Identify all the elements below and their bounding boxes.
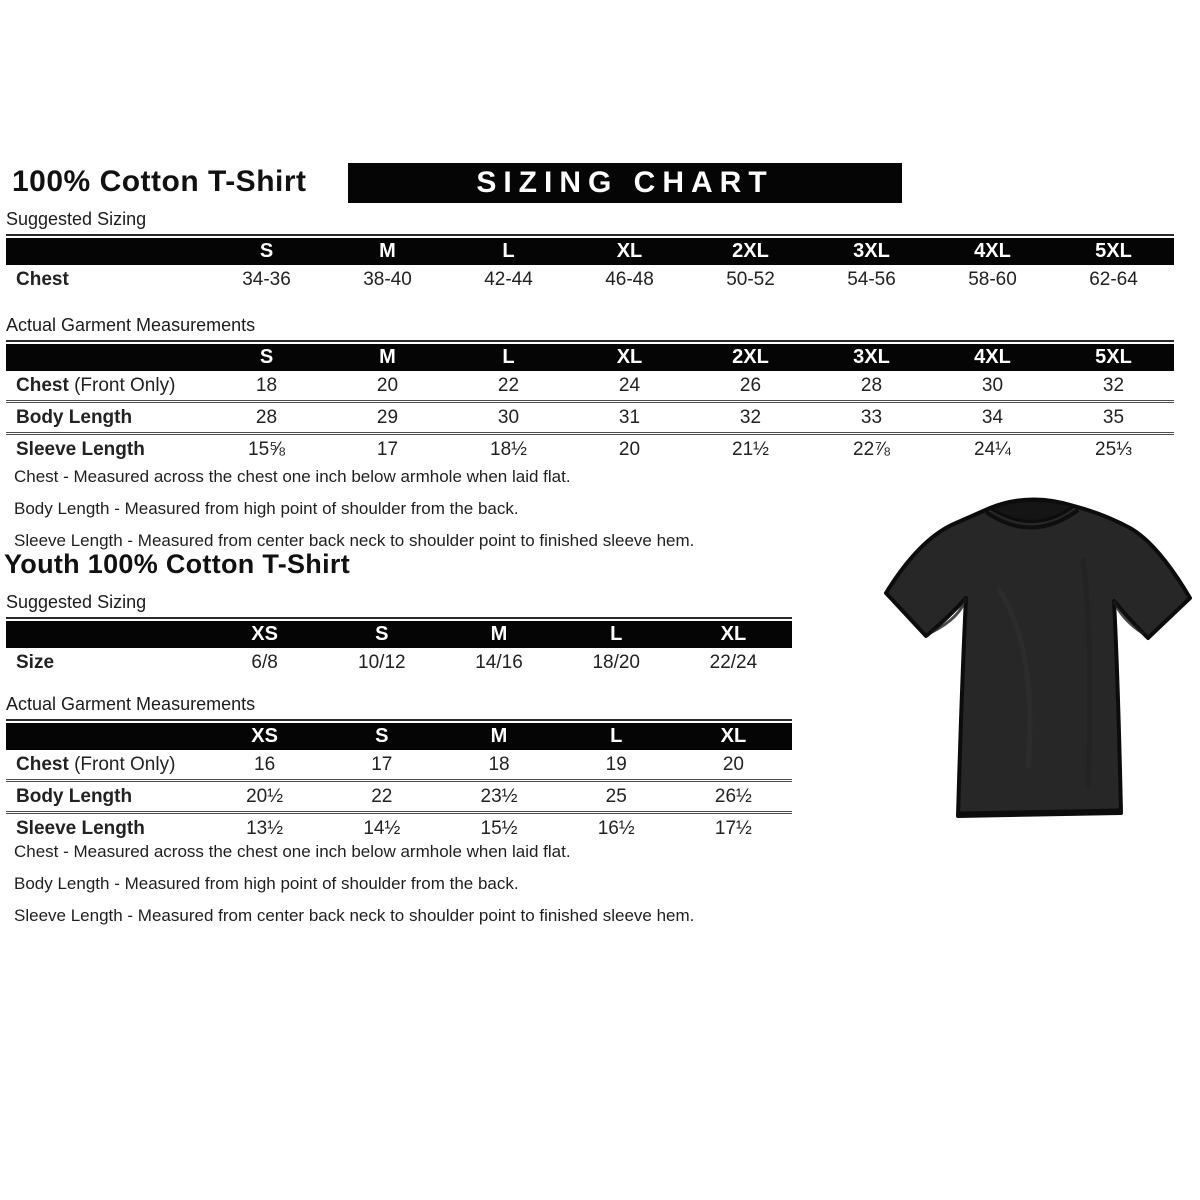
column-header: 4XL: [974, 346, 1011, 368]
youth-suggested-heading: Suggested Sizing: [6, 592, 792, 619]
cell-value: 25: [605, 785, 627, 807]
cell-value: 10/12: [358, 651, 406, 673]
cell-value: 20½: [246, 785, 284, 807]
row-label-suffix: (Front Only): [68, 753, 176, 775]
column-header: 3XL: [853, 240, 890, 262]
row-label: Sleeve Length: [16, 817, 145, 839]
column-header: 5XL: [1095, 346, 1132, 368]
column-header: 5XL: [1095, 240, 1132, 262]
row-label: Chest (Front Only): [16, 753, 176, 775]
table-row: [6, 432, 1174, 464]
table-row: [6, 779, 792, 811]
row-label: Sleeve Length: [16, 438, 145, 460]
youth-suggested-section: [6, 592, 792, 677]
note-sleeve-length: Sleeve Length - Measured from center back neck to shoulder point to finished sleeve hem.: [14, 906, 695, 925]
cell-value: 30: [497, 406, 520, 428]
cell-value: 17: [376, 438, 399, 460]
cell-value: 20: [618, 438, 641, 460]
cell-value: 23½: [480, 785, 518, 807]
cell-value: 50-52: [726, 268, 775, 290]
cell-value: 54-56: [847, 268, 896, 290]
page-title: 100% Cotton T-Shirt: [12, 165, 307, 198]
row-label: Body Length: [16, 785, 133, 807]
cell-value: 20: [722, 753, 744, 775]
table-row: [6, 648, 792, 677]
cell-value: 26½: [714, 785, 752, 807]
table-row: [6, 811, 792, 843]
black-tshirt-image: [878, 468, 1200, 836]
cell-value: 26: [739, 374, 762, 396]
cell-value: 18½: [490, 438, 527, 460]
youth-measurement-notes: [14, 841, 874, 937]
note-body-length: Body Length - Measured from high point of shoulder from the back.: [14, 874, 519, 893]
row-label: Body Length: [16, 406, 133, 428]
cell-value: 22/24: [709, 651, 758, 673]
table-header-row: [6, 621, 792, 648]
cell-value: 20: [376, 374, 399, 396]
cell-value: 31: [618, 406, 641, 428]
column-header: M: [490, 623, 508, 645]
adult-actual-section: [6, 315, 1174, 464]
cell-value: 30: [981, 374, 1004, 396]
cell-value: 21½: [732, 438, 769, 460]
black-tshirt-illustration: [878, 468, 1200, 836]
adult-suggested-heading: Suggested Sizing: [6, 209, 1174, 236]
cell-value: 38-40: [363, 268, 412, 290]
column-header: L: [610, 725, 623, 747]
column-header: M: [379, 240, 396, 262]
cell-value: 19: [605, 753, 627, 775]
cell-value: 34: [981, 406, 1004, 428]
column-header: XS: [251, 623, 278, 645]
column-header: 4XL: [974, 240, 1011, 262]
adult-suggested-table: [6, 238, 1174, 294]
column-header: S: [375, 725, 389, 747]
row-label-suffix: (Front Only): [68, 374, 176, 396]
adult-actual-table: [6, 344, 1174, 464]
note-sleeve-length: Sleeve Length - Measured from center back neck to shoulder point to finished sleeve hem.: [14, 531, 695, 550]
column-header: L: [502, 346, 515, 368]
cell-value: 13½: [246, 817, 284, 839]
cell-value: 15½: [480, 817, 518, 839]
table-row: [6, 265, 1174, 294]
note-body-length: Body Length - Measured from high point of shoulder from the back.: [14, 499, 519, 518]
table-row: [6, 750, 792, 779]
cell-value: 17½: [714, 817, 752, 839]
cell-value: 17: [371, 753, 393, 775]
column-header: S: [375, 623, 389, 645]
cell-value: 42-44: [484, 268, 533, 290]
cell-value: 15⅝: [248, 438, 285, 460]
cell-value: 28: [860, 374, 883, 396]
table-header-row: [6, 238, 1174, 265]
column-header: XL: [720, 725, 747, 747]
column-header: 2XL: [732, 346, 769, 368]
column-header: M: [379, 346, 396, 368]
column-header: M: [490, 725, 508, 747]
cell-value: 6/8: [251, 651, 278, 673]
sizing-chart-banner: [348, 163, 902, 203]
page-header: [12, 163, 1188, 207]
table-header-row: [6, 344, 1174, 371]
column-header: S: [259, 240, 274, 262]
sizing-chart-banner-label: SIZING CHART: [476, 166, 774, 199]
adult-measurement-notes: [14, 466, 874, 562]
cell-value: 58-60: [968, 268, 1017, 290]
cell-value: 22⅞: [853, 438, 890, 460]
column-header: 3XL: [853, 346, 890, 368]
cell-value: 28: [255, 406, 278, 428]
youth-actual-heading: Actual Garment Measurements: [6, 694, 792, 721]
row-label: Chest: [16, 268, 69, 290]
cell-value: 18: [255, 374, 278, 396]
row-label: Size: [16, 651, 55, 673]
cell-value: 62-64: [1089, 268, 1138, 290]
cell-value: 14/16: [475, 651, 523, 673]
cell-value: 32: [739, 406, 762, 428]
column-header: XS: [251, 725, 278, 747]
youth-actual-table: [6, 723, 792, 843]
table-header-row: [6, 723, 792, 750]
youth-section-title: Youth 100% Cotton T-Shirt: [4, 549, 350, 579]
table-row: [6, 371, 1174, 400]
column-header: XL: [616, 346, 643, 368]
cell-value: 18/20: [592, 651, 640, 673]
cell-value: 22: [497, 374, 520, 396]
cell-value: 24¼: [974, 438, 1011, 460]
cell-value: 46-48: [605, 268, 654, 290]
column-header: S: [259, 346, 274, 368]
cell-value: 16: [254, 753, 276, 775]
column-header: L: [502, 240, 515, 262]
note-chest: Chest - Measured across the chest one inch below armhole when laid flat.: [14, 467, 571, 486]
cell-value: 34-36: [242, 268, 291, 290]
cell-value: 35: [1102, 406, 1125, 428]
cell-value: 16½: [597, 817, 635, 839]
adult-suggested-section: [6, 209, 1174, 294]
cell-value: 14½: [363, 817, 401, 839]
note-chest: Chest - Measured across the chest one inch below armhole when laid flat.: [14, 842, 571, 861]
column-header: L: [610, 623, 623, 645]
column-header: XL: [720, 623, 747, 645]
youth-suggested-table: [6, 621, 792, 677]
column-header: XL: [616, 240, 643, 262]
youth-actual-section: [6, 694, 792, 843]
row-label: Chest (Front Only): [16, 374, 176, 396]
cell-value: 32: [1102, 374, 1125, 396]
adult-actual-heading: Actual Garment Measurements: [6, 315, 1174, 342]
column-header: 2XL: [732, 240, 769, 262]
cell-value: 25⅓: [1095, 438, 1132, 460]
cell-value: 18: [488, 753, 510, 775]
cell-value: 33: [860, 406, 883, 428]
cell-value: 29: [376, 406, 399, 428]
table-row: [6, 400, 1174, 432]
cell-value: 22: [371, 785, 393, 807]
cell-value: 24: [618, 374, 641, 396]
